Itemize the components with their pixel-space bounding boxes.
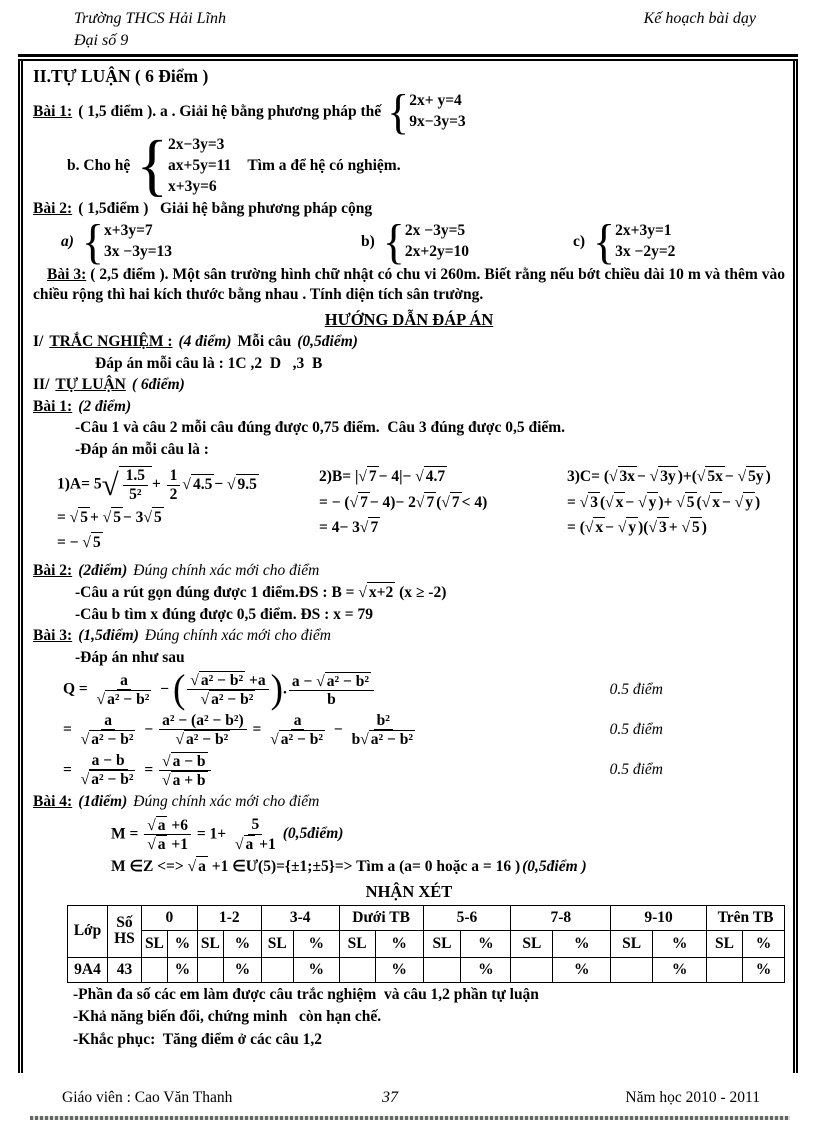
sl-cell — [261, 957, 293, 982]
step-points: 0.5 điểm — [609, 761, 663, 779]
sl-header: SL — [611, 930, 653, 957]
subject-name: Đại số 9 — [74, 32, 129, 50]
math-line: = $\frac{a - b}{\text{√ a² − b²}}$ = $\frac{√ a - b}{√ a + b}$ — [63, 752, 213, 790]
content-box — [18, 61, 798, 1073]
page-footer — [0, 1089, 816, 1107]
page-header — [18, 8, 798, 53]
answer-4-line2 — [33, 856, 785, 877]
table-data-row — [68, 957, 785, 982]
review-note: -Khắc phục: Tăng điểm ở các câu 1,2 — [73, 1030, 322, 1048]
sl-header: SL — [511, 930, 553, 957]
equation: x+3y=7 — [104, 221, 153, 239]
q-step-3 — [33, 752, 785, 790]
pct-header: % — [742, 930, 784, 957]
sl-cell — [197, 957, 223, 982]
pct-cell: % — [461, 957, 511, 982]
answer-2-label: Bài 2: — [33, 561, 73, 579]
step-points: 0.5 điểm — [609, 680, 663, 698]
col-size — [107, 905, 141, 957]
answer-4-line1 — [33, 816, 785, 854]
pct-cell: % — [653, 957, 707, 982]
table-header-row-2 — [68, 930, 785, 957]
table-header-row-1 — [68, 905, 785, 930]
step-points: (0,5điểm ) — [522, 857, 587, 875]
solution-B — [319, 462, 567, 558]
school-name: Trường THCS Hải Lĩnh — [74, 10, 226, 27]
header-left — [74, 8, 226, 53]
problem-2-label: Bài 2: — [33, 200, 73, 218]
sl-cell — [511, 957, 553, 982]
sl-cell — [611, 957, 653, 982]
problem-2a-equations — [104, 221, 172, 263]
mc-name: TRẮC NGHIỆM : — [49, 333, 173, 351]
header-rule — [18, 54, 798, 61]
review-table — [67, 905, 785, 983]
problem-1-system — [387, 84, 466, 139]
problem-2c-label: c) — [573, 232, 586, 250]
math-line: M ∈Z <=> √ a +1 ∈Ư(5)={±1;±5}=> Tìm a (a= 0 hoặc a = 16 ) — [111, 856, 520, 877]
problem-2a — [61, 215, 361, 269]
teacher-name: Giáo viên : Cao Văn Thanh — [62, 1089, 233, 1106]
problem-1-equations — [409, 91, 465, 133]
mc-heading — [33, 332, 785, 352]
math-line: M = $\frac{√ a +6}{√ a +1}$ = 1+ $\frac{5}{√ a +1}$ — [111, 816, 276, 854]
problem-2b-equations — [405, 221, 469, 263]
math-line: 2)B= |√ 7 − 4|− √ 4.7 — [319, 466, 567, 487]
problem-2c-system — [593, 215, 676, 269]
problem-1b-prefix: b. Cho hệ — [67, 156, 131, 174]
equation: 2x+2y=10 — [404, 242, 470, 260]
q-step-2 — [33, 712, 785, 749]
sl-cell — [707, 957, 743, 982]
problem-2a-label: a) — [61, 232, 74, 250]
problem-2-text: ( 1,5điểm ) Giải hệ bằng phương pháp cộng — [78, 200, 373, 218]
sl-cell — [141, 957, 167, 982]
answer-1-note1: -Câu 1 và câu 2 mỗi câu đúng được 0,75 điểm. Câu 3 đúng được 0,5 điểm. — [75, 419, 566, 437]
problem-2a-system — [81, 215, 173, 269]
problem-3 — [33, 265, 785, 306]
group-header: 9-10 — [611, 905, 707, 930]
math-line: = − (√ 7 − 4)− 2√ 7 (√ 7 < 4) — [319, 492, 567, 513]
sl-header: SL — [261, 930, 293, 957]
mc-each-points: (0,5điểm) — [297, 333, 358, 351]
mc-points: (4 điểm) — [178, 333, 232, 351]
brace-icon: { — [382, 215, 405, 269]
pct-cell: % — [742, 957, 784, 982]
tl-roman: II/ — [33, 376, 50, 394]
problem-2b — [361, 215, 573, 269]
answer-2-line2: -Câu b tìm x đúng được 0,5 điểm. ĐS : x = 79 — [75, 605, 373, 623]
header-plan-label: Kế hoạch bài dạy — [643, 10, 756, 27]
answer-3-heading — [33, 626, 785, 646]
mc-each: Mỗi câu — [237, 333, 292, 351]
sl-header: SL — [707, 930, 743, 957]
answer-1-points: (2 điểm) — [78, 397, 132, 415]
essay-section-title: II.TỰ LUẬN ( 6 Điểm ) — [33, 65, 209, 86]
pct-cell: % — [375, 957, 423, 982]
answer-2-heading — [33, 561, 785, 581]
equation: 3x −3y=13 — [104, 242, 173, 260]
math-line: = − √ 5 — [57, 532, 319, 553]
problem-1b-system — [136, 127, 232, 204]
problem-2b-system — [382, 215, 470, 269]
problem-1b-suffix: Tìm a để hệ có nghiệm. — [247, 156, 401, 174]
math-line: 3)C= (√ 3x − √ 3y )+(√ 5x − √ 5y ) — [567, 466, 785, 487]
problem-3-label: Bài 3: — [47, 265, 87, 283]
mc-roman: I/ — [33, 333, 44, 351]
solution-C — [567, 462, 785, 558]
problem-2-systems — [33, 215, 785, 269]
pct-header: % — [375, 930, 423, 957]
math-line: = √ 5 + √ 5 − 3√ 5 — [57, 507, 319, 528]
tl-points: ( 6điểm) — [131, 376, 185, 394]
step-points: 0.5 điểm — [609, 720, 663, 738]
math-line: = √ 3 (√ x − √ y )+ √ 5 (√ x − √ y ) — [567, 492, 785, 513]
answer-2-points: (2điểm) — [78, 561, 128, 579]
col-class: Lớp — [68, 905, 108, 957]
page-number: 37 — [382, 1089, 398, 1106]
brace-icon: { — [136, 127, 168, 204]
sl-cell — [423, 957, 461, 982]
equation: 2x −3y=5 — [404, 221, 466, 239]
pct-header: % — [461, 930, 511, 957]
answer-3-label: Bài 3: — [33, 627, 73, 645]
math-line: = (√ x − √ y )(√ 3 + √ 5 ) — [567, 517, 785, 538]
math-line: = $\frac{a}{\text{√ a² − b²}}$ − $\frac{\text{a² − (a² − b²)}}{\text{√ a² − b²}}$ = $\frac{a}{\text{√ a² − b²}}$ − $\frac{\text{b²}}{\text{b√ a² − b²}}$ — [63, 711, 413, 749]
answer-3-intro: -Đáp án như sau — [75, 648, 185, 666]
math-line: 1)A= 5√ $\frac{1.5}{\text{5²}}$ + $\frac{1}{2}$ √ 4.5 − √ 9.5 — [57, 466, 257, 503]
size-cell: 43 — [107, 957, 141, 982]
answer-1-heading — [33, 397, 785, 417]
pct-header: % — [167, 930, 197, 957]
review-notes — [33, 985, 785, 1050]
col-size-line2: HS — [114, 930, 135, 948]
equation: ax+5y=11 — [168, 156, 232, 174]
problem-1b — [33, 127, 785, 204]
answer-2-note: Đúng chính xác mới cho điểm — [133, 561, 320, 579]
pct-cell: % — [167, 957, 197, 982]
group-header: 0 — [141, 905, 197, 930]
answer-4-points: (1điểm) — [78, 793, 128, 811]
answer-4-note: Đúng chính xác mới cho điểm — [133, 793, 320, 811]
equation: 2x+3y=1 — [615, 221, 672, 239]
pct-cell: % — [293, 957, 339, 982]
tl-heading — [33, 375, 785, 395]
group-header: 3-4 — [261, 905, 339, 930]
pct-header: % — [553, 930, 611, 957]
problem-1-label: Bài 1: — [33, 102, 73, 120]
brace-icon: { — [593, 215, 616, 269]
answer-1-note2: -Đáp án mỗi câu là : — [75, 440, 209, 458]
review-note: -Phần đa số các em làm được câu trắc nghiệm và câu 1,2 phần tự luận — [73, 985, 539, 1003]
sl-cell — [339, 957, 375, 982]
answer-4-label: Bài 4: — [33, 793, 73, 811]
answer-3-note: Đúng chính xác mới cho điểm — [144, 627, 331, 645]
step-points: (0,5điểm) — [282, 825, 344, 843]
problem-2b-label: b) — [361, 232, 375, 250]
sl-header: SL — [141, 930, 167, 957]
guide-title: HƯỚNG DẪN ĐÁP ÁN — [324, 309, 494, 329]
brace-icon: { — [81, 215, 105, 269]
group-header: 7-8 — [511, 905, 611, 930]
equation: 3x −2y=2 — [615, 242, 676, 260]
answer-1-worked-solutions — [33, 462, 785, 558]
pct-header: % — [293, 930, 339, 957]
solution-A — [57, 462, 319, 558]
group-header: 1-2 — [197, 905, 261, 930]
equation: 2x+ y=4 — [409, 91, 462, 109]
col-size-line1: Số — [116, 913, 133, 931]
answer-2-line1: -Câu a rút gọn đúng được 1 điểm.ĐS : B = √ x+2 (x ≥ -2) — [33, 582, 785, 603]
answer-3-points: (1,5điểm) — [78, 627, 139, 645]
answer-4-heading — [33, 792, 785, 812]
pct-header: % — [653, 930, 707, 957]
equation: x+3y=6 — [168, 177, 217, 195]
pct-cell: % — [223, 957, 261, 982]
equation: 9x−3y=3 — [409, 112, 466, 130]
review-title: NHẬN XÉT — [365, 881, 453, 901]
mc-answer: Đáp án mỗi câu là : 1C ,2 D ,3 B — [95, 354, 323, 372]
q-step-1 — [33, 667, 785, 712]
sl-header: SL — [423, 930, 461, 957]
problem-2c — [573, 215, 785, 269]
school-year: Năm học 2010 - 2011 — [625, 1089, 760, 1106]
sl-header: SL — [339, 930, 375, 957]
equation: 2x−3y=3 — [168, 135, 225, 153]
class-cell: 9A4 — [68, 957, 108, 982]
bottom-rule — [30, 1116, 790, 1120]
problem-1-text: ( 1,5 điểm ). a . Giải hệ bằng phương pháp thế — [78, 102, 382, 120]
group-header: Dưới TB — [339, 905, 423, 930]
problem-3-text: ( 2,5 điểm ). Một sân trường hình chữ nhật có chu vi 260m. Biết rằng nếu bớt chiều dài 10 m và thêm vào chiều rộng thì hai kích thước bằng nhau . Tính diện tích sân trường. — [33, 265, 786, 304]
answer-1-label: Bài 1: — [33, 397, 73, 415]
math-line: Q = $\frac{a}{\text{√ a² − b²}}$ − ( √ a² − b² +a √ a² − b² ) . $\frac{\text{a − √ a² − b²}}{b}$ — [63, 671, 376, 709]
problem-1b-equations — [168, 135, 231, 198]
pct-cell: % — [553, 957, 611, 982]
review-note: -Khả năng biến đổi, chứng minh còn hạn chế. — [73, 1008, 382, 1026]
group-header: 5-6 — [423, 905, 511, 930]
brace-icon: { — [387, 84, 410, 139]
problem-2c-equations — [615, 221, 675, 263]
tl-name: TỰ LUẬN — [55, 376, 126, 394]
group-header: Trên TB — [707, 905, 785, 930]
pct-header: % — [223, 930, 261, 957]
sl-header: SL — [197, 930, 223, 957]
math-line: = 4− 3√ 7 — [319, 517, 567, 538]
